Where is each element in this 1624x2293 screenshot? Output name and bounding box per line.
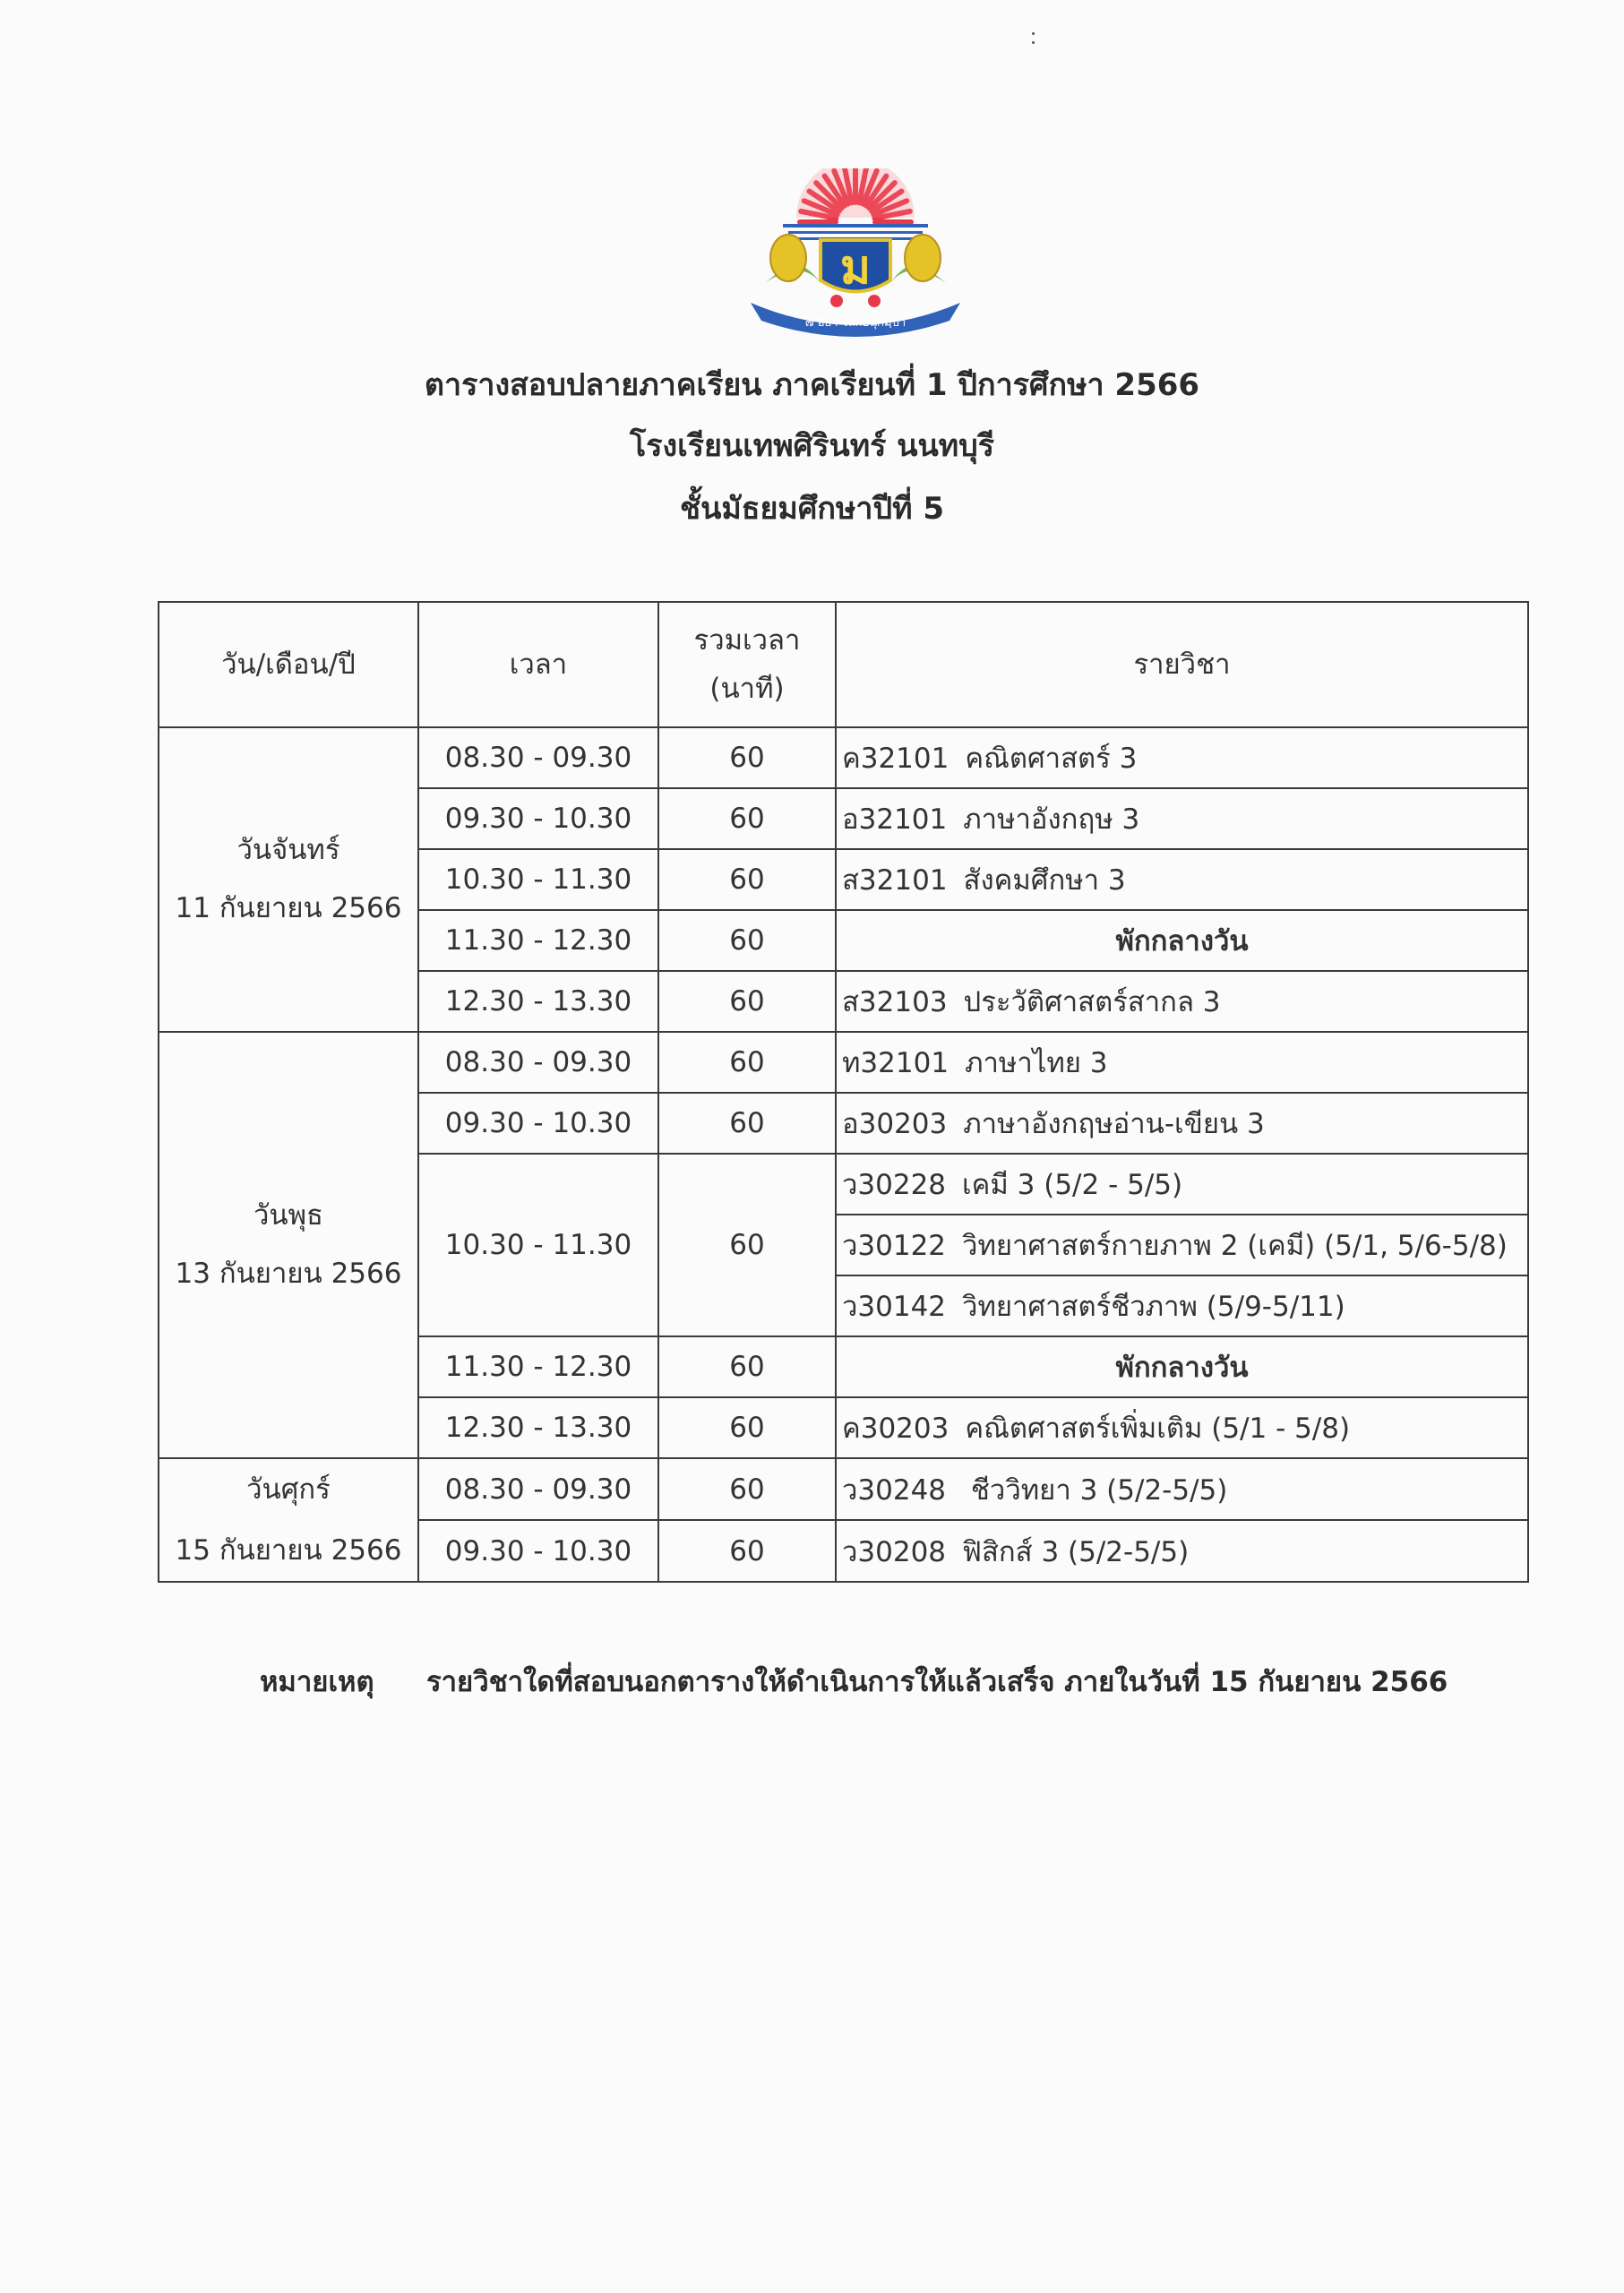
day-date: 11 กันยายน 2566 [175,892,402,924]
subject-cell [836,1215,1528,1275]
time-cell: 08.30 - 09.30 [418,1458,658,1520]
day-name: วันจันทร์ [236,833,340,866]
minutes-cell: 60 [658,910,836,971]
subject-code: ว30228 [842,1169,947,1201]
subject-code: ว30142 [842,1291,947,1323]
subject-cell [836,971,1528,1032]
school-name: โรงเรียนเทพศิรินทร์ นนทบุรี [630,428,994,464]
time-cell: 11.30 - 12.30 [418,1336,658,1397]
day-date: 13 กันยายน 2566 [175,1258,402,1290]
subject-name: คณิตศาสตร์เพิ่มเติม (5/1 - 5/8) [965,1413,1351,1445]
subject-name: ภาษาอังกฤษอ่าน-เขียน 3 [963,1108,1265,1140]
header-subject: รายวิชา [836,602,1528,727]
header-minutes-line2: (นาที) [709,673,785,705]
exam-schedule-table [158,601,1529,1583]
time-cell: 09.30 - 10.30 [418,1520,658,1582]
subject-name: วิทยาศาสตร์กายภาพ 2 (เคมี) (5/1, 5/6-5/8) [962,1230,1508,1262]
minutes-cell: 60 [658,1032,836,1093]
subject-cell [836,849,1528,910]
subject-name: เคมี 3 (5/2 - 5/5) [962,1169,1183,1201]
subject-cell [836,1520,1528,1582]
subject-code: ท32101 [842,1047,949,1079]
subject-code: ว30248 [842,1473,947,1507]
subject-code: อ30203 [842,1108,948,1140]
minutes-cell: 60 [658,971,836,1032]
day-cell [159,1032,418,1458]
subject-cell [836,1397,1528,1458]
day-name: วันพุธ [253,1198,323,1232]
table-header-row [159,602,1528,727]
subject-name: ฟิสิกส์ 3 (5/2-5/5) [962,1535,1190,1568]
time-cell: 10.30 - 11.30 [418,849,658,910]
subject-code: ว30208 [842,1535,947,1568]
lunch-break-cell: พักกลางวัน [836,1336,1528,1397]
minutes-cell: 60 [658,788,836,849]
subject-cell [836,1458,1528,1520]
minutes-cell: 60 [658,1458,836,1520]
footnote [260,1659,1448,1704]
subject-code: ส32101 [842,864,948,897]
logo-motto: ๗ อิยา โลกอนุกมฺปา [804,316,907,330]
subject-cell [836,1275,1528,1336]
subject-name: ชีววิทยา 3 (5/2-5/5) [962,1473,1228,1507]
scan-speck [1032,32,1035,35]
table-row [159,1032,1528,1093]
subject-cell [836,1032,1528,1093]
subject-cell [836,788,1528,849]
day-date: 15 กันยายน 2566 [175,1534,402,1567]
subject-name: สังคมศึกษา 3 [963,864,1126,897]
footnote-text: รายวิชาใดที่สอบนอกตารางให้ดำเนินการให้แล้วเสร็จ ภายในวันที่ 15 กันยายน 2566 [426,1666,1448,1698]
time-cell: 12.30 - 13.30 [418,971,658,1032]
day-cell [159,727,418,1032]
minutes-cell: 60 [658,1336,836,1397]
footnote-label: หมายเหตุ [260,1666,374,1698]
time-cell: 10.30 - 11.30 [418,1154,658,1336]
subject-cell [836,1154,1528,1215]
subject-name: ภาษาไทย 3 [965,1047,1108,1079]
header-date: วัน/เดือน/ปี [159,602,418,727]
table-row [159,727,1528,788]
minutes-cell: 60 [658,1154,836,1336]
minutes-cell: 60 [658,727,836,788]
header-minutes-line1: รวมเวลา [693,623,801,657]
minutes-cell: 60 [658,1520,836,1582]
subject-code: ส32103 [842,986,948,1018]
subject-code: อ32101 [842,803,948,836]
subject-cell [836,727,1528,788]
time-cell: 09.30 - 10.30 [418,788,658,849]
time-cell: 12.30 - 13.30 [418,1397,658,1458]
subject-name: วิทยาศาสตร์ชีวภาพ (5/9-5/11) [962,1291,1345,1323]
header-minutes [658,602,836,727]
subject-code: ค32101 [842,743,949,775]
time-cell: 08.30 - 09.30 [418,1032,658,1093]
subject-name: ภาษาอังกฤษ 3 [963,803,1140,836]
page-title: ตารางสอบปลายภาคเรียน ภาคเรียนที่ 1 ปีการศึกษา 2566 [424,367,1200,403]
subject-code: ค30203 [842,1413,949,1445]
logo-letter: ม [839,241,872,295]
minutes-cell: 60 [658,1093,836,1154]
scan-speck [1032,41,1035,44]
header-time: เวลา [418,602,658,727]
subject-name: คณิตศาสตร์ 3 [965,743,1138,775]
table-row [159,1458,1528,1520]
time-cell: 11.30 - 12.30 [418,910,658,971]
subject-name: ประวัติศาสตร์สากล 3 [963,986,1221,1018]
subject-cell [836,1093,1528,1154]
day-cell [159,1458,418,1582]
minutes-cell: 60 [658,849,836,910]
grade-level: ชั้นมัธยมศึกษาปีที่ 5 [680,491,944,527]
school-logo [747,168,964,339]
minutes-cell: 60 [658,1397,836,1458]
time-cell: 08.30 - 09.30 [418,727,658,788]
day-name: วันศุกร์ [246,1473,331,1506]
lunch-break-cell: พักกลางวัน [836,910,1528,971]
time-cell: 09.30 - 10.30 [418,1093,658,1154]
subject-code: ว30122 [842,1230,947,1262]
